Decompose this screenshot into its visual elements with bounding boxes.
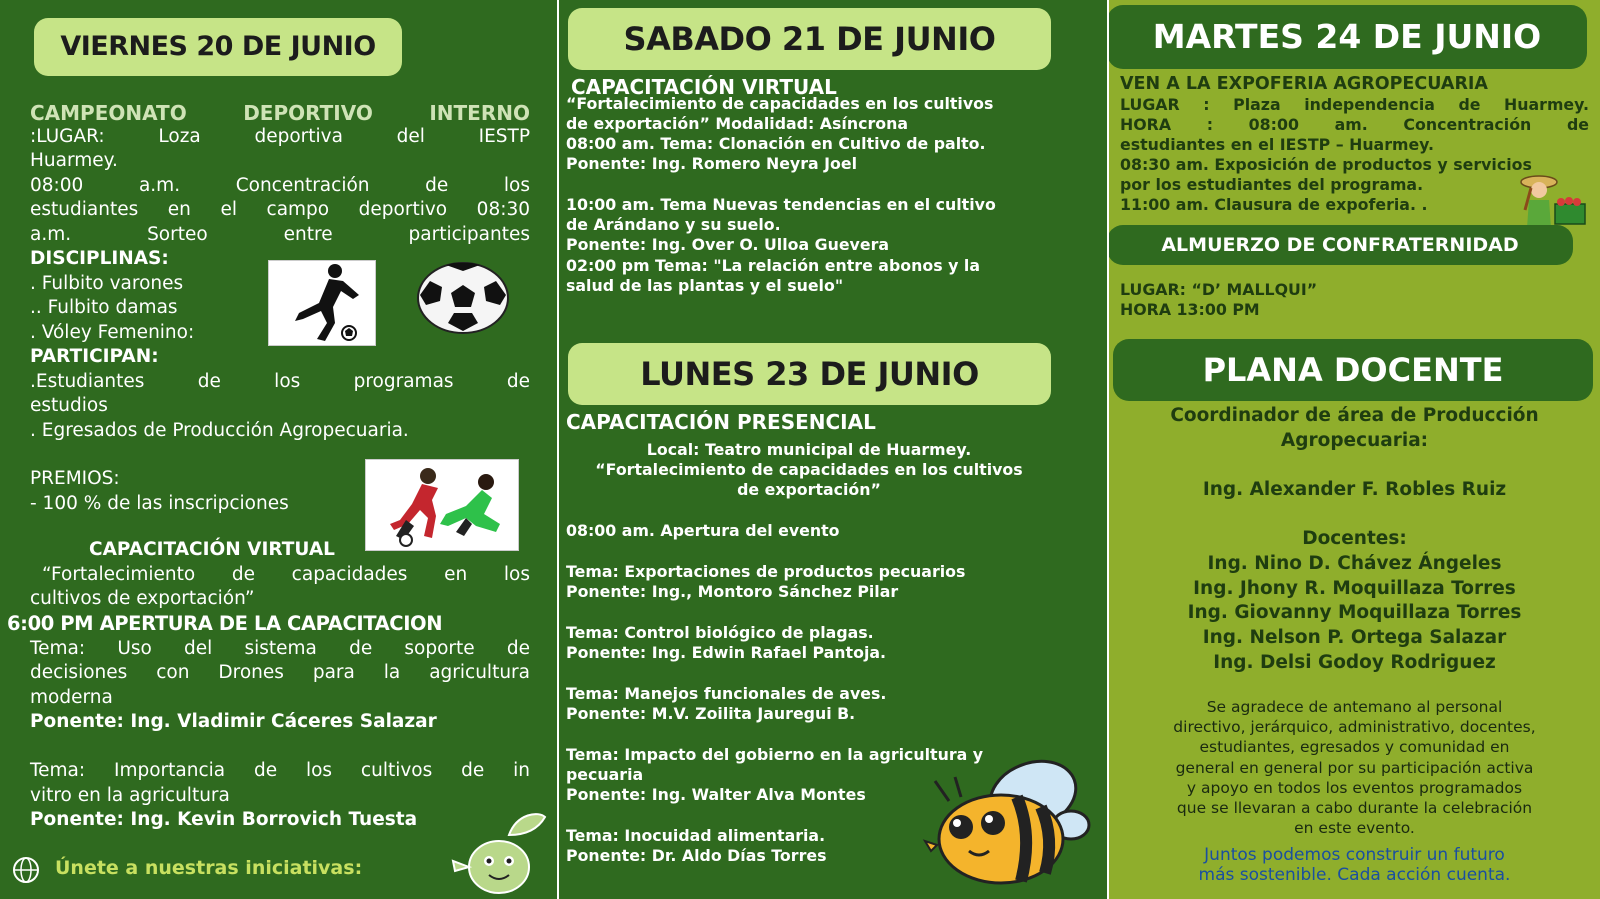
disciplina-item: .. Fulbito damas <box>30 297 178 318</box>
agradecimiento-line: que se llevaran a cabo durante la celebración <box>1176 799 1533 817</box>
tema1-line-3: moderna <box>30 687 113 708</box>
monday-ponente: Ponente: Ing. Walter Alva Montes <box>566 785 866 804</box>
disciplinas-label: DISCIPLINAS: <box>30 248 169 269</box>
participan-label: PARTICIPAN: <box>30 346 159 367</box>
saturday-line: Ponente: Ing. Romero Neyra Joel <box>566 154 858 173</box>
friday-heading: VIERNES 20 DE JUNIO <box>34 18 402 76</box>
premios-label: PREMIOS: <box>30 468 120 489</box>
monday-tema: Tema: Inocuidad alimentaria. <box>566 826 826 845</box>
campeonato-title: CAMPEONATO DEPORTIVO INTERNO <box>30 101 530 125</box>
tuesday-line: LUGAR : Plaza independencia de Huarmey. <box>1120 95 1589 114</box>
saturday-monday-column <box>559 0 1107 899</box>
apertura-capacitacion: 6:00 PM APERTURA DE LA CAPACITACION <box>7 612 443 635</box>
agradecimiento-line: en este evento. <box>1294 819 1415 837</box>
farmer-girl-icon <box>1511 172 1593 230</box>
monday-tema: Tema: Impacto del gobierno en la agricultura y <box>566 745 984 764</box>
saturday-line: 08:00 am. Tema: Clonación en Cultivo de palto. <box>566 134 986 153</box>
saturday-line: Ponente: Ing. Over O. Ulloa Guevera <box>566 235 890 254</box>
saturday-line: de exportación” Modalidad: Asíncrona <box>566 114 909 133</box>
coordinador-label: Agropecuaria: <box>1280 430 1429 451</box>
monday-ponente: Ponente: M.V. Zoilita Jauregui B. <box>566 704 856 723</box>
tuesday-line: estudiantes en el IESTP – Huarmey. <box>1120 135 1435 154</box>
ponente2: Ponente: Ing. Kevin Borrovich Tuesta <box>30 809 418 830</box>
monday-intro: “Fortalecimiento de capacidades en los cultivos <box>595 460 1023 479</box>
footer-unete: Únete a nuestras iniciativas: <box>55 857 363 879</box>
sprout-mascot-icon <box>447 805 553 899</box>
capacitacion-line-1: “Fortalecimiento de capacidades en los <box>42 564 530 585</box>
monday-intro: Local: Teatro municipal de Huarmey. <box>646 440 972 459</box>
tuesday-line: 08:30 am. Exposición de productos y servicios <box>1120 155 1532 174</box>
docente-name: Ing. Nino D. Chávez Ángeles <box>1207 553 1502 574</box>
campeonato-line-2: Huarmey. <box>30 150 118 171</box>
participan-line-1: .Estudiantes de los programas de <box>30 371 530 392</box>
participan-line-3: . Egresados de Producción Agropecuaria. <box>30 420 409 441</box>
docente-name: Ing. Jhony R. Moquillaza Torres <box>1193 578 1516 599</box>
saturday-line: 02:00 pm Tema: "La relación entre abonos y la <box>566 256 980 275</box>
monday-tema: Tema: Exportaciones de productos pecuarios <box>566 562 966 581</box>
docentes-label: Docentes: <box>1302 528 1407 549</box>
docente-name: Ing. Nelson P. Ortega Salazar <box>1202 627 1507 648</box>
capacitacion-virtual-title: CAPACITACIÓN VIRTUAL <box>89 539 335 560</box>
agradecimiento-line: general en general por su participación activa <box>1175 759 1534 777</box>
agradecimiento-line: y apoyo en todos los eventos programados <box>1186 779 1523 797</box>
tuesday-line: HORA : 08:00 am. Concentración de <box>1120 115 1589 134</box>
ponente1: Ponente: Ing. Vladimir Cáceres Salazar <box>30 711 437 732</box>
coordinador-label: Coordinador de área de Producción <box>1170 405 1539 426</box>
tema1-line-1: Tema: Uso del sistema de soporte de <box>30 638 530 659</box>
monday-tema: Tema: Control biológico de plagas. <box>566 623 874 642</box>
globe-icon <box>12 856 40 884</box>
saturday-line: “Fortalecimiento de capacidades en los cultivos <box>566 94 994 113</box>
almuerzo-heading: ALMUERZO DE CONFRATERNIDAD <box>1109 225 1573 265</box>
almuerzo-hora: HORA 13:00 PM <box>1120 300 1260 319</box>
disciplina-item: . Vóley Femenino: <box>30 322 195 343</box>
agradecimiento-line: estudiantes, egresados y comunidad en <box>1199 738 1510 756</box>
monday-tema-cont: pecuaria <box>566 765 644 784</box>
plana-heading: PLANA DOCENTE <box>1113 339 1593 401</box>
soccer-player-icon <box>268 260 376 346</box>
tuesday-line: VEN A LA EXPOFERIA AGROPECUARIA <box>1120 74 1488 94</box>
capacitacion-line-2: cultivos de exportación” <box>30 588 255 609</box>
tuesday-heading: MARTES 24 DE JUNIO <box>1109 5 1587 69</box>
agradecimiento-line: directivo, jerárquico, administrativo, docentes, <box>1173 718 1536 736</box>
tuesday-line: por los estudiantes del programa. <box>1120 175 1424 194</box>
tuesday-line: 11:00 am. Clausura de expoferia. . <box>1120 195 1428 214</box>
saturday-line: de Arándano y su suelo. <box>566 215 781 234</box>
docente-name: Ing. Giovanny Moquillaza Torres <box>1187 602 1522 623</box>
campeonato-line-5: a.m. Sorteo entre participantes <box>30 224 530 245</box>
tuesday-plana-column <box>1109 0 1600 899</box>
campeonato-line-3: 08:00 a.m. Concentración de los <box>30 175 530 196</box>
lema-line: más sostenible. Cada acción cuenta. <box>1198 865 1511 885</box>
women-football-icon <box>365 459 519 551</box>
campeonato-line-4: estudiantes en el campo deportivo 08:30 <box>30 199 530 220</box>
monday-ponente: Ponente: Ing. Edwin Rafael Pantoja. <box>566 643 887 662</box>
tema1-line-2: decisiones con Drones para la agricultura <box>30 662 530 683</box>
docente-name: Ing. Delsi Godoy Rodriguez <box>1213 652 1496 673</box>
bee-mascot-icon <box>921 755 1091 891</box>
monday-ponente: Ponente: Ing., Montoro Sánchez Pilar <box>566 582 899 601</box>
coordinador-name: Ing. Alexander F. Robles Ruiz <box>1202 479 1507 500</box>
soccer-ball-icon <box>416 261 510 335</box>
monday-subheading: CAPACITACIÓN PRESENCIAL <box>566 410 876 434</box>
agradecimiento-line: Se agradece de antemano al personal <box>1206 698 1503 716</box>
tema2-line-1: Tema: Importancia de los cultivos de in <box>30 760 530 781</box>
lema-line: Juntos podemos construir un futuro <box>1204 845 1505 865</box>
saturday-line: salud de las plantas y el suelo" <box>566 276 844 295</box>
saturday-line: 10:00 am. Tema Nuevas tendencias en el cultivo <box>566 195 996 214</box>
monday-ponente: Ponente: Dr. Aldo Días Torres <box>566 846 827 865</box>
premios-value: - 100 % de las inscripciones <box>30 493 289 514</box>
disciplina-item: . Fulbito varones <box>30 273 184 294</box>
monday-intro: de exportación” <box>737 480 881 499</box>
tema2-line-2: vitro en la agricultura <box>30 785 230 806</box>
saturday-subheading: CAPACITACIÓN VIRTUAL <box>571 75 837 99</box>
campeonato-line-1: :LUGAR: Loza deportiva del IESTP <box>30 126 530 147</box>
participan-line-2: estudios <box>30 395 108 416</box>
monday-tema: Tema: Manejos funcionales de aves. <box>566 684 887 703</box>
monday-apertura: 08:00 am. Apertura del evento <box>566 521 840 540</box>
saturday-heading: SABADO 21 DE JUNIO <box>568 8 1051 70</box>
friday-column <box>0 0 557 899</box>
almuerzo-lugar: LUGAR: “D’ MALLQUI” <box>1120 280 1318 299</box>
monday-heading: LUNES 23 DE JUNIO <box>568 343 1051 405</box>
